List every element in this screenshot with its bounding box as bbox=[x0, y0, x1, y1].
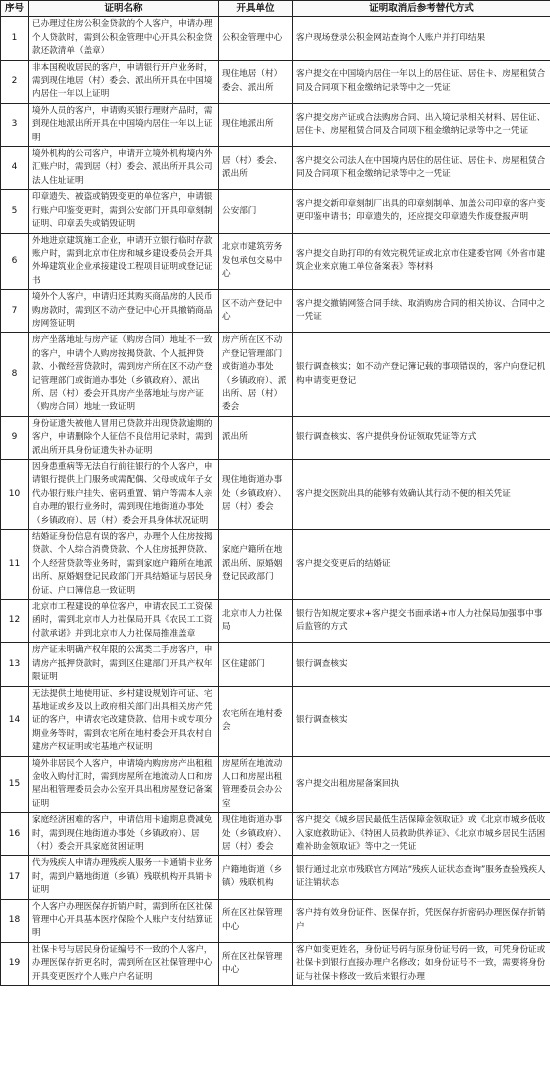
row-no: 18 bbox=[1, 899, 29, 942]
table-row bbox=[1, 333, 550, 416]
row-name: 境外个人客户，申请归还其购买商品房的人民币购房款时，需到区不动产登记中心开具撤销商品房网签证明 bbox=[29, 290, 219, 333]
row-name: 社保卡号与居民身份证编号不一致的个人客户，办理医保存折更名时，需到所在区社保管理中心开具变更医疗个人账户户名证明 bbox=[29, 942, 219, 985]
table-row bbox=[1, 290, 550, 333]
row-unit: 所在区社保管理中心 bbox=[219, 899, 293, 942]
table-row bbox=[1, 103, 550, 146]
row-name: 无法提供土地使用证、乡村建设规划许可证、宅基地证或乡及以上政府相关部门出具相关房产凭证的客户，申请农宅改建贷款、信用卡或专项分期业务等时，需到农宅所在地村委会开具农村自建房产权证明或宅基地产权证明 bbox=[29, 686, 219, 756]
row-unit: 户籍地街道（乡镇）残联机构 bbox=[219, 856, 293, 899]
table-row bbox=[1, 756, 550, 813]
table-row bbox=[1, 233, 550, 290]
row-no: 16 bbox=[1, 813, 29, 856]
row-alt: 银行通过北京市残联官方网站“残疾人证状态查询”服务查验残疾人证注销状态 bbox=[293, 856, 550, 899]
row-alt: 客户提交出租房屋备案回执 bbox=[293, 756, 550, 813]
row-alt: 客户提交在中国境内居住一年以上的居住证、居住卡、房屋租赁合同及合同项下租金缴纳记录等中之一凭证 bbox=[293, 60, 550, 103]
row-name: 因身患重病等无法自行前往银行的个人客户，申请银行提供上门服务或需配偶、父母或成年子女代办银行账户挂失、密码重置、销户等需本人亲自办理的银行业务时，需到现住地街道办事处（乡镇政府）、居（村）委会开具身体状况证明 bbox=[29, 460, 219, 530]
row-no: 3 bbox=[1, 103, 29, 146]
row-name: 已办理过住房公积金贷款的个人客户，申请办理个人贷款时，需到公积金管理中心开具公积金贷款还款清单（盖章） bbox=[29, 17, 219, 60]
row-unit: 家庭户籍所在地派出所、原婚姻登记民政部门 bbox=[219, 530, 293, 600]
row-unit: 房屋所在地流动人口和房屋出租管理委员会办公室 bbox=[219, 756, 293, 813]
table-row bbox=[1, 60, 550, 103]
table-row bbox=[1, 416, 550, 459]
table-row bbox=[1, 147, 550, 190]
row-no: 19 bbox=[1, 942, 29, 985]
row-no: 11 bbox=[1, 530, 29, 600]
row-no: 17 bbox=[1, 856, 29, 899]
row-name: 代为残疾人申请办理残疾人服务一卡通销卡业务时，需到户籍地街道（乡镇）残联机构开具销卡证明 bbox=[29, 856, 219, 899]
row-unit: 现住地街道办事处（乡镇政府）、居（村）委会 bbox=[219, 813, 293, 856]
table-row bbox=[1, 190, 550, 233]
row-name: 家庭经济困难的客户，申请信用卡逾期息费减免时，需到现住地街道办事处（乡镇政府）、居（村）委会开具家庭贫困证明 bbox=[29, 813, 219, 856]
row-no: 5 bbox=[1, 190, 29, 233]
row-name: 外地进京建筑施工企业，申请开立银行临时存款账户时，需到北京市住房和城乡建设委员会开具外埠建筑业企业承接建设工程项目证明或登记证书 bbox=[29, 233, 219, 290]
row-alt: 客户提交变更后的结婚证 bbox=[293, 530, 550, 600]
row-no: 10 bbox=[1, 460, 29, 530]
row-unit: 房产所在区不动产登记管理部门或街道办事处（乡镇政府）、派出所、居（村）委会 bbox=[219, 333, 293, 416]
row-unit: 北京市人力社保局 bbox=[219, 600, 293, 643]
row-name: 非本国税收居民的客户，申请银行开户业务时，需到现住地居（村）委会、派出所开具在中国境内居住一年以上证明 bbox=[29, 60, 219, 103]
row-unit: 区不动产登记中心 bbox=[219, 290, 293, 333]
row-alt: 客户提交公司法人在中国境内居住的居住证、居住卡、房屋租赁合同及合同项下租金缴纳记录等中之一凭证 bbox=[293, 147, 550, 190]
row-alt: 客户提交新印章刻制厂出具的印章刻制单、加盖公司印章的客户变更印鉴申请书；印章遗失的，还应提交印章遗失作废登报声明 bbox=[293, 190, 550, 233]
header-unit: 开具单位 bbox=[219, 1, 293, 17]
table-row bbox=[1, 899, 550, 942]
row-alt: 银行调查核实；如不动产登记簿记载的事项错误的，客户向登记机构申请变更登记 bbox=[293, 333, 550, 416]
row-alt: 客户提交医院出具的能够有效确认其行动不便的相关凭证 bbox=[293, 460, 550, 530]
row-name: 房产证未明确产权年限的公寓类二手房客户，申请房产抵押贷款时，需到区住建部门开具产权年限证明 bbox=[29, 643, 219, 686]
row-alt: 银行调查核实、客户提供身份证领取凭证等方式 bbox=[293, 416, 550, 459]
row-no: 12 bbox=[1, 600, 29, 643]
header-name: 证明名称 bbox=[29, 1, 219, 17]
table-row bbox=[1, 942, 550, 985]
table-row bbox=[1, 856, 550, 899]
row-unit: 现住地居（村）委会、派出所 bbox=[219, 60, 293, 103]
row-no: 13 bbox=[1, 643, 29, 686]
row-alt: 客户提交自助打印的有效完税凭证或北京市住建委官网《外省市建筑企业来京施工单位备案表》等材料 bbox=[293, 233, 550, 290]
row-no: 15 bbox=[1, 756, 29, 813]
row-name: 境外人员的客户，申请购买银行理财产品时，需到现住地派出所开具在中国境内居住一年以上证明 bbox=[29, 103, 219, 146]
row-no: 9 bbox=[1, 416, 29, 459]
row-name: 境外非居民个人客户，申请境内购房房产出租租金收入购付汇时，需到房屋所在地流动人口和房屋出租管理委员会办公室开具出租房屋登记备案证明 bbox=[29, 756, 219, 813]
row-alt: 银行调查核实 bbox=[293, 686, 550, 756]
row-no: 1 bbox=[1, 17, 29, 60]
table-row bbox=[1, 813, 550, 856]
row-no: 4 bbox=[1, 147, 29, 190]
row-no: 7 bbox=[1, 290, 29, 333]
row-unit: 区住建部门 bbox=[219, 643, 293, 686]
row-name: 身份证遗失被他人冒用已贷款并出现贷款逾期的客户，申请删除个人征信不良信用记录时，需到派出所开具身份证遗失补办证明 bbox=[29, 416, 219, 459]
table-row bbox=[1, 530, 550, 600]
row-no: 2 bbox=[1, 60, 29, 103]
row-alt: 客户提交房产证或合法购房合同、出入境记录相关材料、居住证、居住卡、房屋租赁合同及合同项下租金缴纳记录等中之一凭证 bbox=[293, 103, 550, 146]
row-alt: 客户持有效身份证件、医保存折，凭医保存折密码办理医保存折销户 bbox=[293, 899, 550, 942]
row-unit: 派出所 bbox=[219, 416, 293, 459]
row-alt: 客户提交撤销网签合同手续、取消购房合同的相关协议、合同中之一凭证 bbox=[293, 290, 550, 333]
row-no: 6 bbox=[1, 233, 29, 290]
row-name: 个人客户办理医保存折销户时，需到所在区社保管理中心开具基本医疗保险个人账户支付结算证明 bbox=[29, 899, 219, 942]
row-no: 14 bbox=[1, 686, 29, 756]
row-alt: 银行调查核实 bbox=[293, 643, 550, 686]
table-row bbox=[1, 460, 550, 530]
row-name: 印章遗失、被盗或销毁变更的单位客户，申请银行账户印鉴变更时，需到公安部门开具印章刻制证明、印章丢失或销毁证明 bbox=[29, 190, 219, 233]
header-no: 序号 bbox=[1, 1, 29, 17]
row-no: 8 bbox=[1, 333, 29, 416]
table-row bbox=[1, 643, 550, 686]
row-unit: 居（村）委会、派出所 bbox=[219, 147, 293, 190]
row-name: 北京市工程建设的单位客户，申请农民工工资保函时，需到北京市人力社保局开具《农民工工资付款承诺》并到北京市人力社保局推准盖章 bbox=[29, 600, 219, 643]
row-unit: 现住地街道办事处（乡镇政府）、居（村）委会 bbox=[219, 460, 293, 530]
table-row bbox=[1, 17, 550, 60]
table-row bbox=[1, 600, 550, 643]
row-unit: 所在区社保管理中心 bbox=[219, 942, 293, 985]
row-name: 结婚证身份信息有误的客户，办理个人住房按揭贷款、个人综合消费贷款、个人住房抵押贷款、个人经营贷款等业务时，需到家庭户籍所在地派出所、原婚姻登记民政部门开具结婚证与居民身份证、户口簿信息一致证明 bbox=[29, 530, 219, 600]
row-alt: 客户现场登录公积金网站查询个人账户并打印结果 bbox=[293, 17, 550, 60]
table-header-row bbox=[1, 1, 550, 17]
table-body bbox=[1, 17, 550, 986]
row-alt: 银行告知规定要求+客户提交书面承诺+市人力社保局加强事中事后监管的方式 bbox=[293, 600, 550, 643]
row-name: 房产坐落地址与房产证（购房合同）地址不一致的客户，申请个人购房按揭贷款、个人抵押贷款、小微经营贷款时，需到房产所在区不动产登记管理部门或街道办事处（乡镇政府）、派出所、居（村）委会开具房产坐落地址与房产证（购房合同）地址一致证明 bbox=[29, 333, 219, 416]
header-alt: 证明取消后参考替代方式 bbox=[293, 1, 550, 17]
row-unit: 公积金管理中心 bbox=[219, 17, 293, 60]
row-unit: 农宅所在地村委会 bbox=[219, 686, 293, 756]
row-alt: 客户提交《城乡居民最低生活保障金领取证》或《北京市城乡低收入家庭救助证》、《特困人员救助供养证》、《北京市城乡居民生活困难补助金领取证》等中之一凭证 bbox=[293, 813, 550, 856]
row-name: 境外机构的公司客户，申请开立境外机构境内外汇账户时，需到居（村）委会、派出所开具公司法人住址证明 bbox=[29, 147, 219, 190]
row-unit: 现住地派出所 bbox=[219, 103, 293, 146]
row-unit: 北京市建筑劳务发包承包交易中心 bbox=[219, 233, 293, 290]
row-alt: 客户如变更姓名，身份证号码与原身份证号码一致，可凭身份证或社保卡到银行直接办理户名修改；如身份证号不一致，需要将身份证与社保卡修改一致后来银行办理 bbox=[293, 942, 550, 985]
row-unit: 公安部门 bbox=[219, 190, 293, 233]
table-row bbox=[1, 686, 550, 756]
